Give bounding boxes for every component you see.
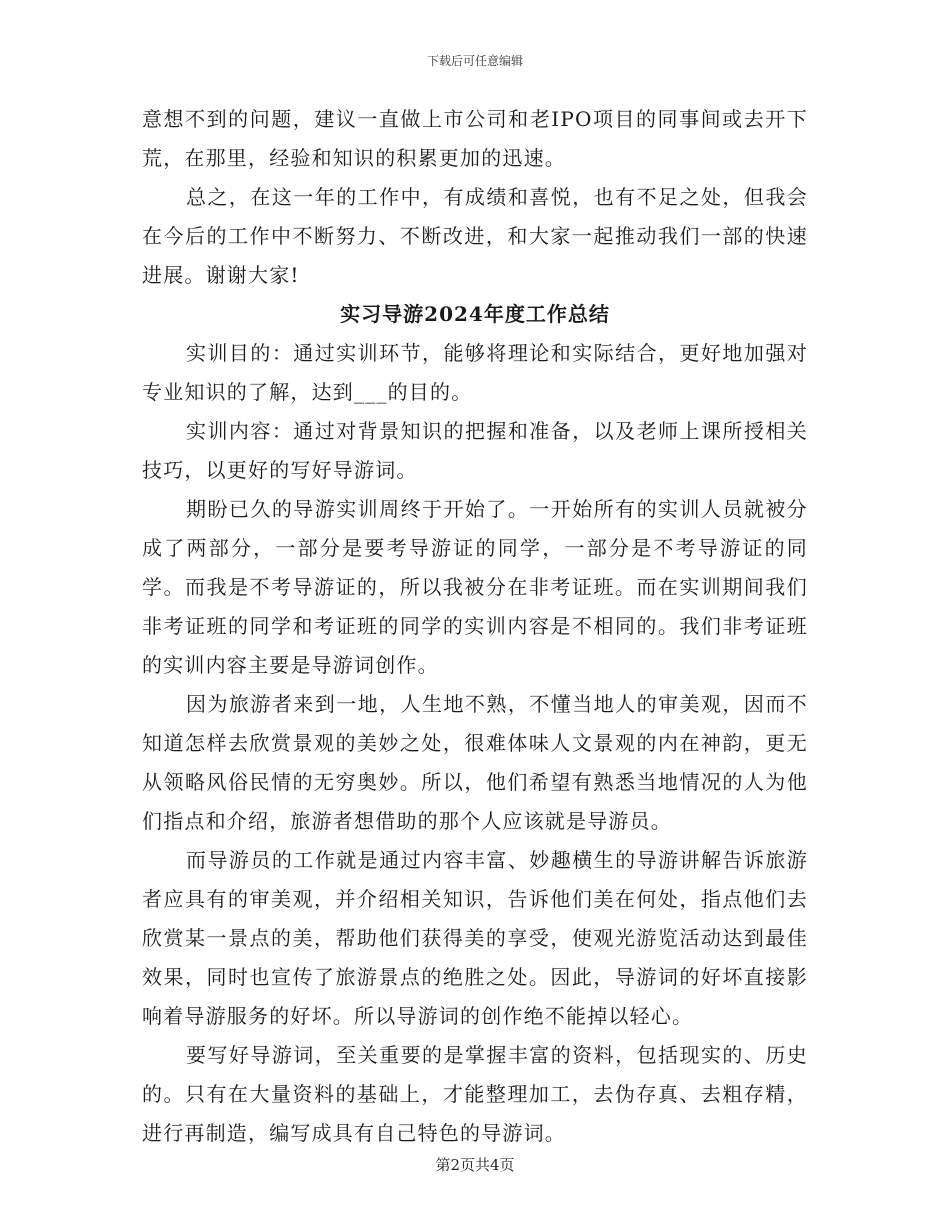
closing-paragraph: 总之，在这一年的工作中，有成绩和喜悦，也有不足之处，但我会在今后的工作中不断努力、不断改进，和大家一起推动我们一部的快速进展。谢谢大家! <box>142 185 808 287</box>
body-paragraph: 因为旅游者来到一地，人生地不熟，不懂当地人的审美观，因而不知道怎样去欣赏景观的美妙之处，很难体味人文景观的内在神韵，更无从领略风俗民情的无穷奥妙。所以，他们希望有熟悉当地情况的人为他们指点和介绍，旅游者想借助的那个人应该就是导游员。 <box>142 692 808 833</box>
body-paragraph: 要写好导游词，至关重要的是掌握丰富的资料，包括现实的、历史的。只有在大量资料的基础上，才能整理加工，去伪存真、去粗存精，进行再制造，编写成具有自己特色的导游词。 <box>142 1043 808 1145</box>
body-paragraph: 而导游员的工作就是通过内容丰富、妙趣横生的导游讲解告诉旅游者应具有的审美观，并介绍相关知识，告诉他们美在何处，指点他们去欣赏某一景点的美，帮助他们获得美的享受，使观光游览活动达到最佳效果，同时也宣传了旅游景点的绝胜之处。因此，导游词的好坏直接影响着导游服务的好坏。所以导游词的创作绝不能掉以轻心。 <box>142 848 808 1028</box>
document-body <box>142 100 808 1153</box>
page-header: 下载后可任意编辑 <box>426 54 523 68</box>
continuation-paragraph: 意想不到的问题，建议一直做上市公司和老IPO项目的同事间或去开下荒，在那里，经验和知识的积累更加的迅速。 <box>142 107 808 170</box>
page-number-footer: 第2页共4页 <box>435 1156 515 1174</box>
section-title: 实习导游2024年度工作总结 <box>340 302 610 326</box>
training-content-paragraph: 实训内容：通过对背景知识的把握和准备，以及老师上课所授相关技巧，以更好的写好导游词。 <box>142 419 808 482</box>
training-purpose-paragraph: 实训目的：通过实训环节，能够将理论和实际结合，更好地加强对专业知识的了解，达到___的目的。 <box>142 341 808 404</box>
body-paragraph: 期盼已久的导游实训周终于开始了。一开始所有的实训人员就被分成了两部分，一部分是要考导游证的同学，一部分是不考导游证的同学。而我是不考导游证的，所以我被分在非考证班。而在实训期间我们非考证班的同学和考证班的同学的实训内容是不相同的。我们非考证班的实训内容主要是导游词创作。 <box>142 497 808 677</box>
